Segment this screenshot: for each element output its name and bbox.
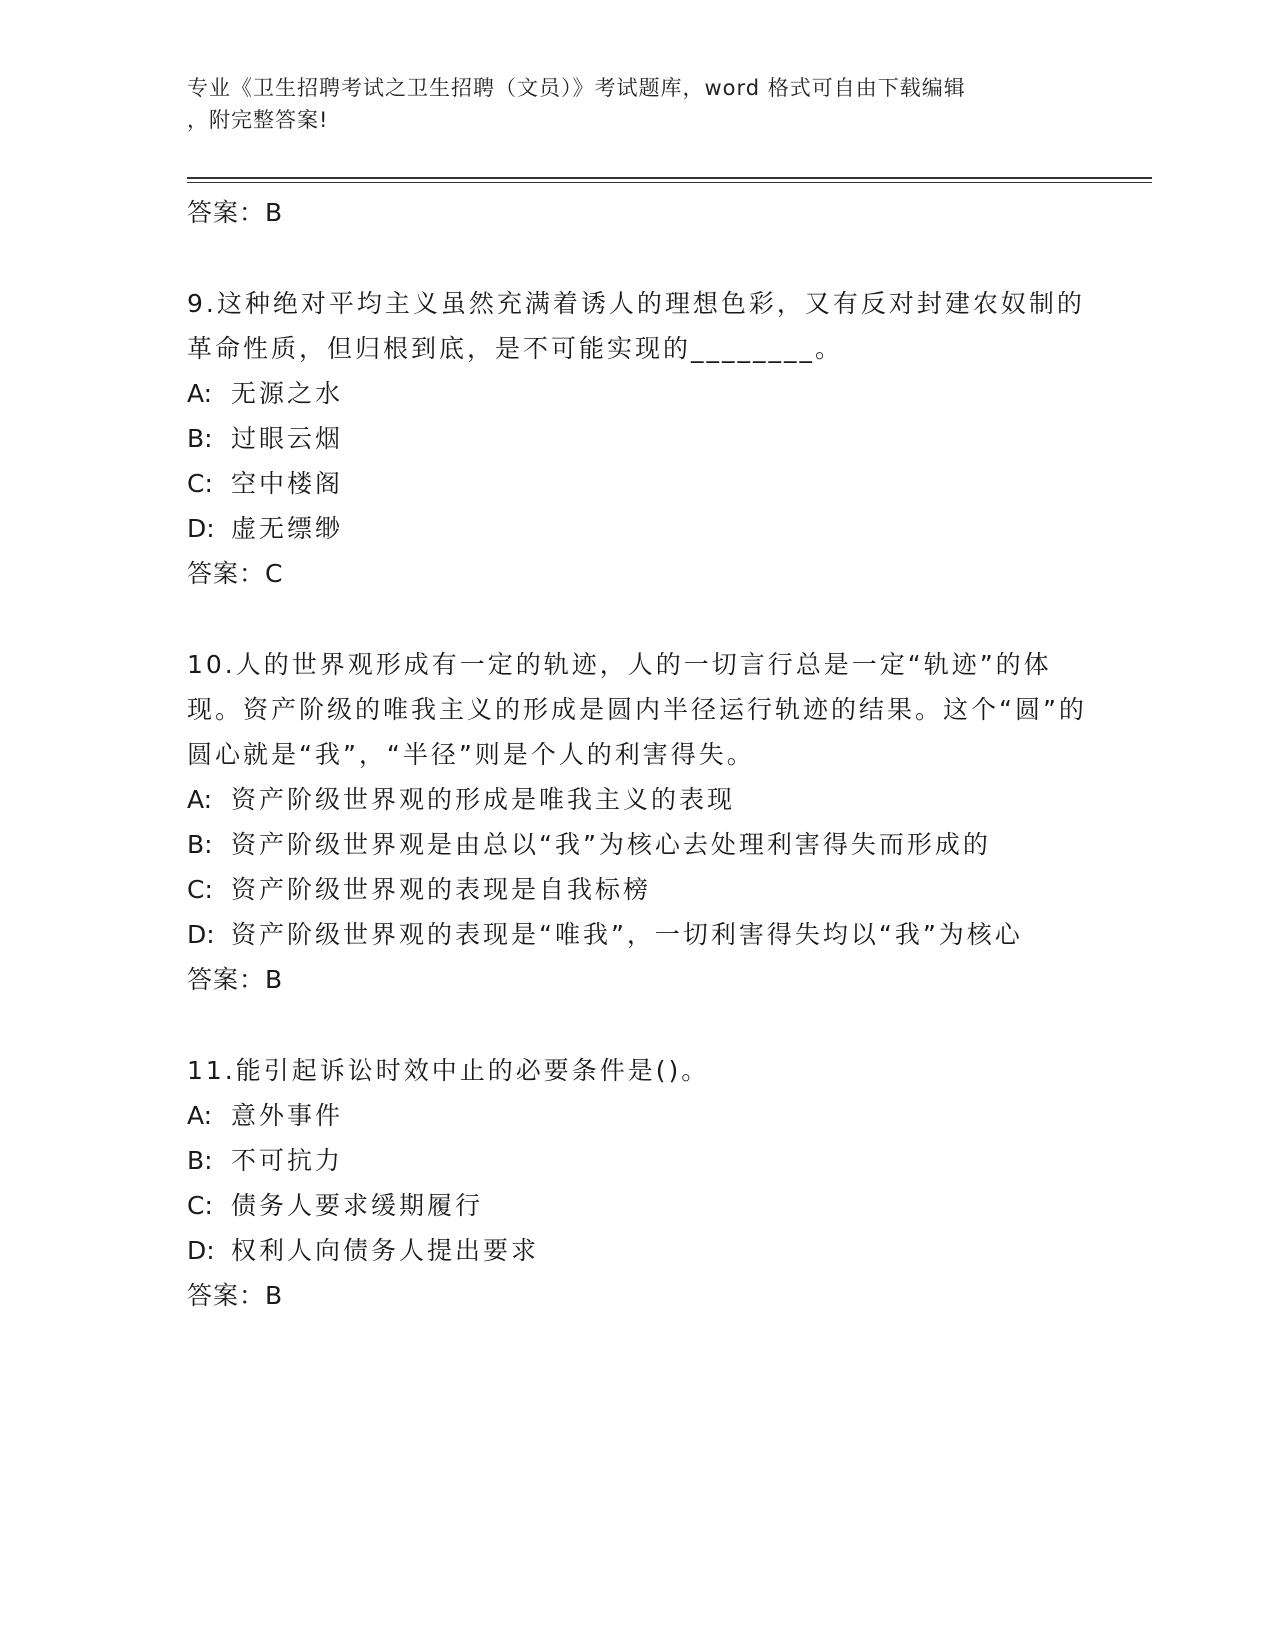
option-c	[187, 461, 1087, 506]
option-key: C:	[187, 469, 213, 498]
option-text: 资产阶级世界观是由总以“我”为核心去处理利害得失而形成的	[231, 830, 991, 859]
option-text: 虚无缥缈	[231, 514, 344, 543]
option-text: 空中楼阁	[231, 469, 344, 498]
option-text: 资产阶级世界观的表现是“唯我”，一切利害得失均以“我”为核心	[231, 920, 1023, 949]
option-text: 过眼云烟	[231, 424, 344, 453]
question-text: 9.这种绝对平均主义虽然充满着诱人的理想色彩，又有反对封建农奴制的革命性质，但归根到底，是不可能实现的________。	[187, 289, 1085, 363]
option-key: B:	[187, 424, 213, 453]
option-key: D:	[187, 514, 215, 543]
option-c	[187, 1183, 1087, 1228]
option-c	[187, 867, 1087, 912]
option-key: C:	[187, 875, 213, 904]
answer: 答案：B	[187, 965, 284, 994]
option-text: 意外事件	[231, 1101, 344, 1130]
header-line-1: 专业《卫生招聘考试之卫生招聘（文员）》考试题库，word 格式可自由下载编辑	[187, 76, 966, 100]
option-key: C:	[187, 1191, 213, 1220]
header-line-2: ，附完整答案!	[187, 108, 329, 132]
option-d	[187, 506, 1087, 551]
option-text: 不可抗力	[231, 1146, 344, 1175]
option-b	[187, 416, 1087, 461]
question-10	[187, 642, 1087, 1002]
option-d	[187, 912, 1087, 957]
option-text: 资产阶级世界观的表现是自我标榜	[231, 875, 652, 904]
option-d	[187, 1228, 1087, 1273]
option-b	[187, 1138, 1087, 1183]
option-key: B:	[187, 830, 213, 859]
question-text: 10.人的世界观形成有一定的轨迹，人的一切言行总是一定“轨迹”的体现。资产阶级的唯我主义的形成是圆内半径运行轨迹的结果。这个“圆”的圆心就是“我”，“半径”则是个人的利害得失。	[187, 650, 1087, 769]
question-list	[187, 190, 1087, 1318]
question-9	[187, 281, 1087, 596]
option-a	[187, 371, 1087, 416]
answer: 答案：C	[187, 559, 284, 588]
option-key: A:	[187, 785, 213, 814]
header-divider-thick	[187, 177, 1152, 179]
option-text: 债务人要求缓期履行	[231, 1191, 484, 1220]
option-a	[187, 777, 1087, 822]
answer: 答案：B	[187, 1281, 284, 1310]
page-header	[187, 72, 1067, 136]
question-text: 11.能引起诉讼时效中止的必要条件是()。	[187, 1056, 710, 1085]
option-key: A:	[187, 1101, 213, 1130]
option-b	[187, 822, 1087, 867]
option-key: B:	[187, 1146, 213, 1175]
option-text: 资产阶级世界观的形成是唯我主义的表现	[231, 785, 736, 814]
option-text: 无源之水	[231, 379, 344, 408]
option-text: 权利人向债务人提出要求	[231, 1236, 540, 1265]
header-divider-thin	[187, 182, 1152, 183]
option-key: A:	[187, 379, 213, 408]
option-a	[187, 1093, 1087, 1138]
previous-answer: 答案：B	[187, 198, 284, 227]
question-11	[187, 1048, 1087, 1318]
option-key: D:	[187, 1236, 215, 1265]
option-key: D:	[187, 920, 215, 949]
